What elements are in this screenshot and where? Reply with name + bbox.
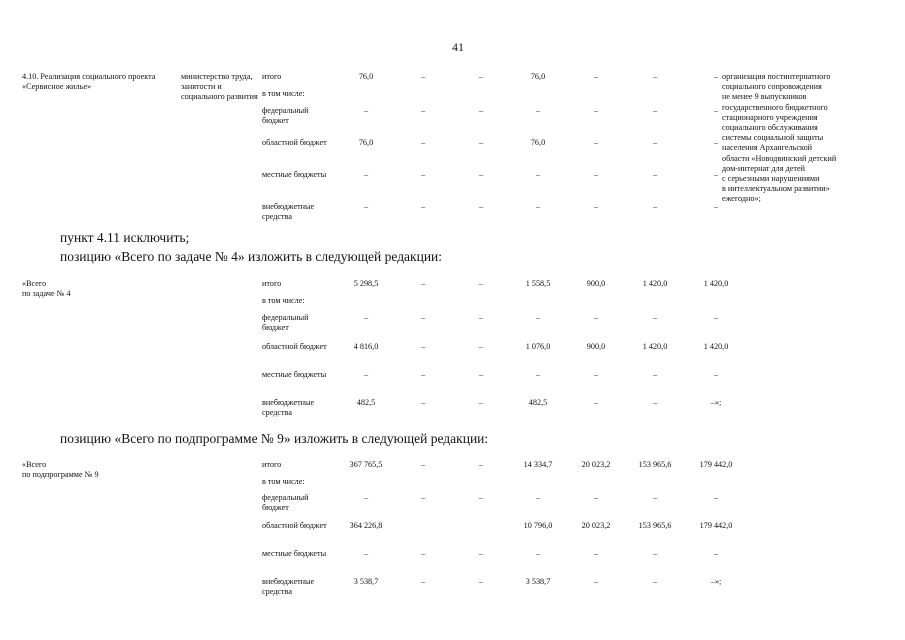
table-cell: – xyxy=(420,493,426,502)
table-cell: – xyxy=(478,370,484,379)
table-cell: 76,0 xyxy=(530,138,546,147)
table-cell: – xyxy=(652,549,658,558)
table-cell: 20 023,2 xyxy=(581,460,611,469)
table-cell: 5 298,5 xyxy=(353,279,379,288)
table-cell: – xyxy=(478,577,484,586)
table-cell: – xyxy=(593,398,599,407)
table-cell: – xyxy=(420,549,426,558)
funding-source-label: итого xyxy=(262,72,282,81)
expected-result-line: организация постинтернатного xyxy=(722,72,831,81)
table-cell: – xyxy=(535,170,541,179)
table-cell: – xyxy=(713,170,719,179)
funding-source-label: местные бюджеты xyxy=(262,370,327,379)
subprogram9-title-line1: «Всего xyxy=(22,460,47,469)
table-cell: – xyxy=(478,313,484,322)
table-cell: – xyxy=(478,460,484,469)
table-cell: – xyxy=(363,106,369,115)
funding-source-label: внебюджетные средства xyxy=(262,202,315,222)
table-cell: 482,5 xyxy=(528,398,548,407)
table-cell: – xyxy=(713,72,719,81)
expected-result-line: области «Новодвинский детский xyxy=(722,153,837,163)
table-cell: – xyxy=(478,170,484,179)
table-cell: –»; xyxy=(710,398,722,407)
table-cell: 3 538,7 xyxy=(353,577,379,586)
table-cell: – xyxy=(713,493,719,502)
expected-result xyxy=(722,72,836,205)
table-cell: – xyxy=(363,549,369,558)
table-cell: – xyxy=(420,72,426,81)
table-cell: – xyxy=(478,398,484,407)
table-cell: – xyxy=(478,72,484,81)
table-cell: – xyxy=(420,460,426,469)
table-cell: – xyxy=(713,106,719,115)
executor: министерство труда, занятости и социального развития xyxy=(181,72,258,102)
table-cell: – xyxy=(420,106,426,115)
table-cell: – xyxy=(363,313,369,322)
expected-result-line: стационарного учреждения xyxy=(722,112,818,122)
table-cell: – xyxy=(478,493,484,502)
table-cell: – xyxy=(420,342,426,351)
table-cell: 14 334,7 xyxy=(523,460,553,469)
table-cell: – xyxy=(478,549,484,558)
task4-title-line2: по задаче № 4 xyxy=(22,289,71,298)
table-cell: – xyxy=(652,72,658,81)
table-cell: 1 558,5 xyxy=(525,279,551,288)
subprogram9-title-line2: по подпрограмме № 9 xyxy=(22,470,99,479)
expected-result-line: социального обслуживания xyxy=(722,123,818,133)
instruction-subprogram9-total: позицию «Всего по подпрограмме № 9» изложить в следующей редакции: xyxy=(60,431,489,446)
table-cell: 1 420,0 xyxy=(642,342,668,351)
funding-source-label: местные бюджеты xyxy=(262,170,327,179)
expected-result-line: системы социальной защиты xyxy=(722,133,824,143)
expected-result-line: с серьезными нарушениями xyxy=(722,174,820,184)
table-cell: – xyxy=(363,493,369,502)
table-cell: – xyxy=(713,202,719,211)
table-cell: – xyxy=(652,170,658,179)
table-cell: – xyxy=(593,138,599,147)
table-cell: – xyxy=(420,313,426,322)
table-cell: 179 442,0 xyxy=(699,460,733,469)
table-cell: 900,0 xyxy=(586,279,606,288)
table-cell: 20 023,2 xyxy=(581,521,611,530)
table-cell: – xyxy=(420,370,426,379)
table-cell: – xyxy=(363,170,369,179)
funding-source-label: в том числе: xyxy=(262,89,305,98)
expected-result-line: социального сопровождения xyxy=(722,82,822,92)
table-cell: – xyxy=(593,370,599,379)
table-cell: 367 765,5 xyxy=(349,460,383,469)
page-number: 41 xyxy=(452,40,464,54)
table-cell: 4 816,0 xyxy=(353,342,379,351)
table-cell: 364 226,8 xyxy=(349,521,383,530)
instruction-exclude-4-11: пункт 4.11 исключить; xyxy=(60,230,190,245)
table-cell: – xyxy=(420,202,426,211)
table-cell: – xyxy=(713,549,719,558)
table-cell: – xyxy=(535,106,541,115)
table-cell: – xyxy=(593,313,599,322)
table-cell: – xyxy=(535,370,541,379)
table-cell: – xyxy=(593,577,599,586)
table-cell: 153 965,6 xyxy=(638,460,672,469)
expected-result-line: дом-интернат для детей xyxy=(722,163,805,173)
table-cell: – xyxy=(713,138,719,147)
table-cell: – xyxy=(420,138,426,147)
table-cell: 179 442,0 xyxy=(699,521,733,530)
table-cell: – xyxy=(593,202,599,211)
table-cell: – xyxy=(478,342,484,351)
funding-source-label: федеральный бюджет xyxy=(262,313,309,333)
table-cell: – xyxy=(478,202,484,211)
table-cell: – xyxy=(652,493,658,502)
funding-source-label: областной бюджет xyxy=(262,342,327,351)
table-cell: – xyxy=(652,577,658,586)
table-cell: – xyxy=(593,493,599,502)
funding-source-label: внебюджетные средства xyxy=(262,577,315,597)
table-cell: – xyxy=(593,170,599,179)
expected-result-line: не менее 9 выпускников xyxy=(722,92,807,102)
table-cell: – xyxy=(652,138,658,147)
table-cell: – xyxy=(593,72,599,81)
expected-result-line: населения Архангельской xyxy=(722,143,813,153)
table-cell: – xyxy=(363,202,369,211)
table-cell: – xyxy=(420,170,426,179)
table-cell: 1 420,0 xyxy=(703,279,729,288)
table-cell: – xyxy=(652,313,658,322)
table-cell: – xyxy=(420,279,426,288)
table-cell: – xyxy=(535,493,541,502)
table-cell: 76,0 xyxy=(530,72,546,81)
table-cell: – xyxy=(593,549,599,558)
funding-source-label: федеральный бюджет xyxy=(262,493,309,513)
table-cell: – xyxy=(478,106,484,115)
table-cell: – xyxy=(652,202,658,211)
funding-source-label: федеральный бюджет xyxy=(262,106,309,126)
expected-result-line: государственного бюджетного xyxy=(722,102,828,112)
table-cell: – xyxy=(420,398,426,407)
table-cell: 153 965,6 xyxy=(638,521,672,530)
table-cell: – xyxy=(535,202,541,211)
measure-code-title: 4.10. Реализация социального проекта «Сервисное жилье» xyxy=(22,72,156,92)
table-cell: – xyxy=(478,138,484,147)
table-cell: 482,5 xyxy=(356,398,376,407)
funding-source-label: итого xyxy=(262,279,282,288)
table-cell: – xyxy=(593,106,599,115)
table-cell: 3 538,7 xyxy=(525,577,551,586)
table-cell: – xyxy=(652,370,658,379)
table-cell: – xyxy=(478,279,484,288)
expected-result-line: в интеллектуальном развитии» xyxy=(722,184,830,194)
funding-source-label: областной бюджет xyxy=(262,138,327,147)
funding-source-label: в том числе: xyxy=(262,296,305,305)
table-cell: 76,0 xyxy=(358,138,374,147)
funding-source-label: внебюджетные средства xyxy=(262,398,315,418)
funding-source-label: областной бюджет xyxy=(262,521,327,530)
expected-result-line: ежегодно»; xyxy=(722,194,761,204)
table-cell: 10 796,0 xyxy=(523,521,553,530)
table-cell: 900,0 xyxy=(586,342,606,351)
table-cell: – xyxy=(652,398,658,407)
funding-source-label: в том числе: xyxy=(262,477,305,486)
table-cell: 1 076,0 xyxy=(525,342,551,351)
table-cell: – xyxy=(535,313,541,322)
task4-title-line1: «Всего xyxy=(22,279,47,288)
instruction-task4-total: позицию «Всего по задаче № 4» изложить в следующей редакции: xyxy=(60,249,443,264)
table-cell: – xyxy=(713,313,719,322)
table-cell: 1 420,0 xyxy=(642,279,668,288)
funding-source-label: местные бюджеты xyxy=(262,549,327,558)
table-cell: 76,0 xyxy=(358,72,374,81)
table-cell: –»; xyxy=(710,577,722,586)
table-cell: – xyxy=(535,549,541,558)
table-cell: – xyxy=(652,106,658,115)
table-cell: – xyxy=(420,577,426,586)
table-cell: – xyxy=(713,370,719,379)
funding-source-label: итого xyxy=(262,460,282,469)
table-cell: – xyxy=(363,370,369,379)
table-cell: 1 420,0 xyxy=(703,342,729,351)
